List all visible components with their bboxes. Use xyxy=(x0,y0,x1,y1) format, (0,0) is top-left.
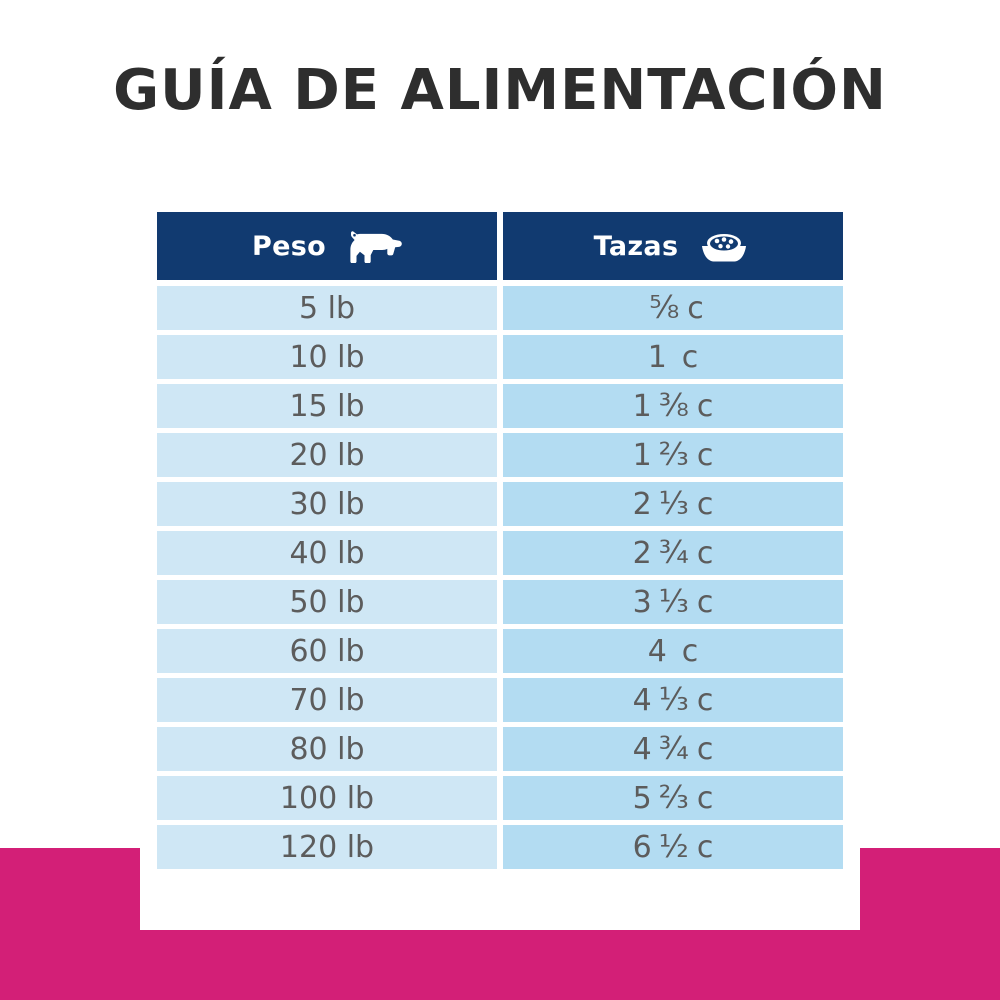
cups-unit: c xyxy=(696,829,714,865)
cell-cups xyxy=(503,825,843,869)
table-row xyxy=(157,629,843,673)
table-header-weight xyxy=(157,212,497,280)
table-row xyxy=(157,335,843,379)
table-row xyxy=(157,286,843,330)
cell-weight: 5 lb xyxy=(157,286,497,330)
cell-weight: 50 lb xyxy=(157,580,497,624)
cups-fraction: ⅓ xyxy=(658,486,689,522)
cell-cups xyxy=(503,433,843,477)
cell-weight: 40 lb xyxy=(157,531,497,575)
table-row xyxy=(157,678,843,722)
cell-weight: 15 lb xyxy=(157,384,497,428)
food-bowl-icon xyxy=(696,228,752,264)
cell-cups xyxy=(503,335,843,379)
cups-fraction: ⅔ xyxy=(658,780,689,816)
cell-cups xyxy=(503,531,843,575)
cell-cups xyxy=(503,776,843,820)
cups-unit: c xyxy=(696,731,714,767)
table-row xyxy=(157,825,843,869)
cell-cups xyxy=(503,384,843,428)
cups-fraction: ¾ xyxy=(658,731,689,767)
cups-fraction: ⅝ xyxy=(649,290,680,326)
cups-whole: 1 xyxy=(632,437,652,473)
table-row xyxy=(157,727,843,771)
table-header-cups xyxy=(503,212,843,280)
table-row xyxy=(157,776,843,820)
cups-whole: 3 xyxy=(632,584,652,620)
cups-unit: c xyxy=(696,486,714,522)
cups-whole: 1 xyxy=(632,388,652,424)
feeding-table xyxy=(157,212,843,874)
cups-unit: c xyxy=(681,339,699,375)
cups-whole: 6 xyxy=(632,829,652,865)
table-header-row xyxy=(157,212,843,280)
table-header-cups-label: Tazas xyxy=(593,230,679,262)
cups-unit: c xyxy=(696,584,714,620)
cups-whole: 5 xyxy=(632,780,652,816)
cups-unit: c xyxy=(696,780,714,816)
cups-fraction: ⅜ xyxy=(658,388,689,424)
cell-cups xyxy=(503,482,843,526)
cups-fraction: ½ xyxy=(658,829,689,865)
cell-weight: 80 lb xyxy=(157,727,497,771)
cell-weight: 120 lb xyxy=(157,825,497,869)
cell-cups xyxy=(503,580,843,624)
cell-weight: 30 lb xyxy=(157,482,497,526)
cups-unit: c xyxy=(687,290,704,326)
table-header-weight-label: Peso xyxy=(252,230,326,262)
cups-unit: c xyxy=(696,682,714,718)
cups-whole: 4 xyxy=(632,682,652,718)
cell-weight: 10 lb xyxy=(157,335,497,379)
cups-fraction: ⅔ xyxy=(658,437,689,473)
cell-cups xyxy=(503,629,843,673)
cups-fraction: ¾ xyxy=(658,535,689,571)
cups-fraction: ⅓ xyxy=(658,682,689,718)
page-title: GUÍA DE ALIMENTACIÓN xyxy=(113,58,887,123)
cell-cups xyxy=(503,727,843,771)
cups-whole: 4 xyxy=(647,633,667,669)
table-row xyxy=(157,531,843,575)
cell-cups xyxy=(503,678,843,722)
table-row xyxy=(157,580,843,624)
cups-unit: c xyxy=(696,535,714,571)
cups-unit: c xyxy=(681,633,699,669)
cups-whole: 2 xyxy=(632,535,652,571)
cell-weight: 70 lb xyxy=(157,678,497,722)
cell-weight: 100 lb xyxy=(157,776,497,820)
dog-icon xyxy=(344,229,402,263)
cups-whole: 2 xyxy=(632,486,652,522)
table-row xyxy=(157,482,843,526)
cups-fraction: ⅓ xyxy=(658,584,689,620)
cell-cups xyxy=(503,286,843,330)
cups-unit: c xyxy=(696,388,714,424)
cups-unit: c xyxy=(696,437,714,473)
cell-weight: 20 lb xyxy=(157,433,497,477)
cups-whole: 1 xyxy=(647,339,667,375)
table-row xyxy=(157,433,843,477)
table-body xyxy=(157,286,843,869)
cups-whole: 4 xyxy=(632,731,652,767)
table-row xyxy=(157,384,843,428)
cell-weight: 60 lb xyxy=(157,629,497,673)
